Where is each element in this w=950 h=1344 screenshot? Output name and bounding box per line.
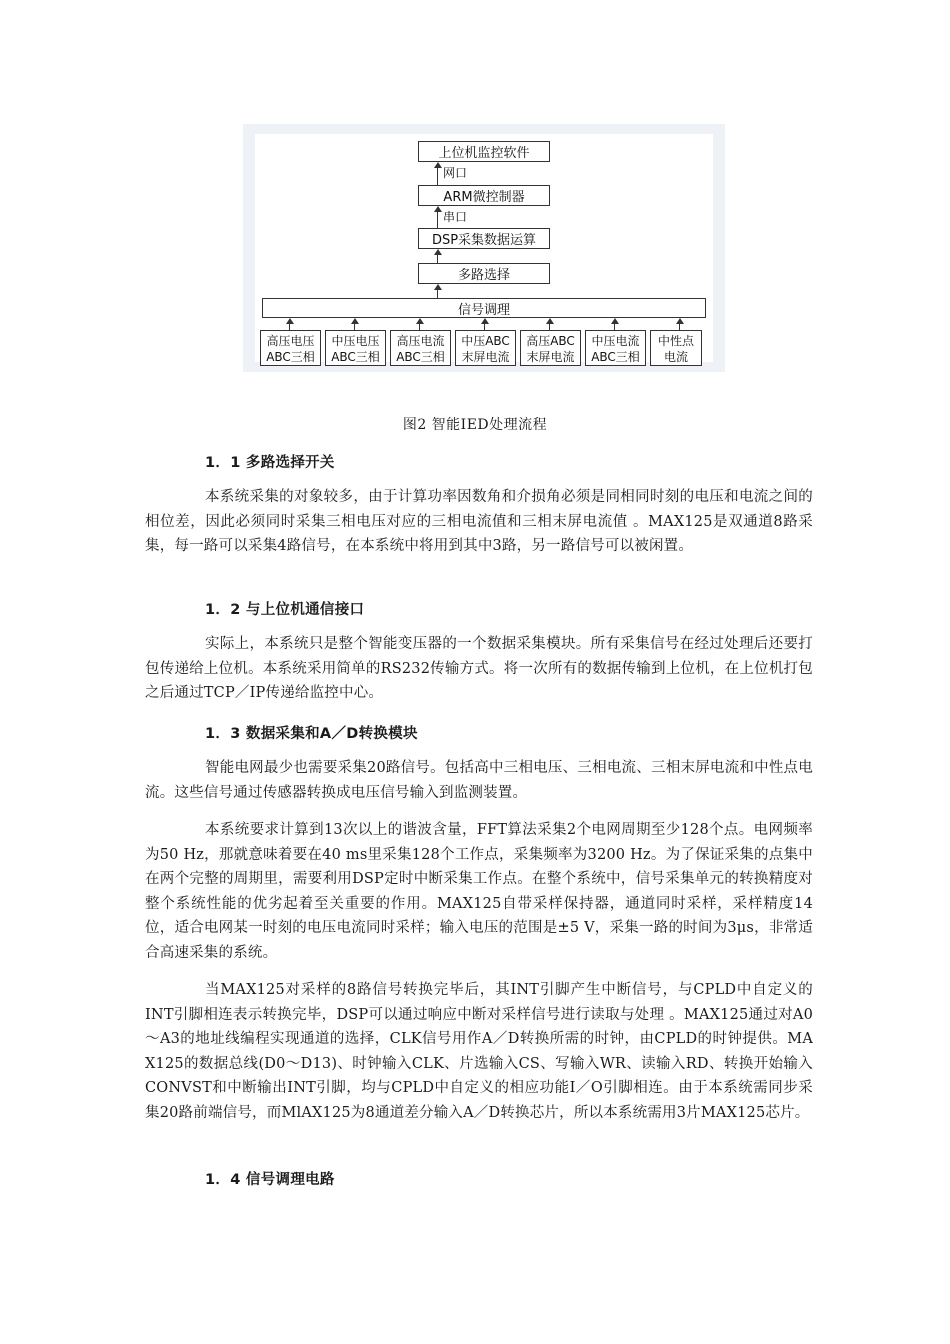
source-box-neutral-current xyxy=(650,330,702,366)
diagram-canvas xyxy=(255,134,713,362)
source-line: 电流 xyxy=(663,350,688,364)
section-heading: 1．4 信号调理电路 xyxy=(205,1172,335,1188)
source-line: 末屏电流 xyxy=(526,350,575,364)
arrow-icon xyxy=(434,284,442,290)
connector-line xyxy=(679,323,680,330)
source-line: 末屏电流 xyxy=(461,350,510,364)
connector-line xyxy=(437,254,438,263)
arrow-icon xyxy=(286,318,294,324)
connector-line xyxy=(437,211,438,228)
source-line: 中压ABC xyxy=(461,334,510,348)
figure-caption: 图2 智能IED处理流程 xyxy=(402,417,548,433)
source-box-mv-screen-current xyxy=(455,330,516,366)
mux-box: 多路选择 xyxy=(418,263,550,284)
arrow-icon xyxy=(434,162,442,168)
source-line: ABC三相 xyxy=(396,350,445,364)
arrow-icon xyxy=(611,318,619,324)
paragraph: 本系统要求计算到13次以上的谐波含量，FFT算法采集2个电网周期至少128个点。电网频率为50 Hz，那就意味着要在40 ms里采集128个工作点，采集频率为3200 Hz。为了保证采集的点集中在两个完整的周期里，需要利用DSP定时中断采集工作点。在整个系统中，信号采集单元的转换精度对整个系统性能的优劣起着至关重要的作用。MAX125自带采样保持器，通道同时采样，采样精度14位，适合电网某一时刻的电压电流同时采样；输入电压的范围是±5 V，采集一路的时间为3μs，非常适合高速采集的系统。 xyxy=(145,822,813,961)
arrow-icon xyxy=(351,318,359,324)
connector-line xyxy=(614,323,615,330)
connector-line xyxy=(549,323,550,330)
arrow-icon xyxy=(481,318,489,324)
connector-line xyxy=(354,323,355,330)
serial-port-label: 串口 xyxy=(443,210,468,224)
upper-pc-box: 上位机监控软件 xyxy=(418,141,550,162)
connector-line xyxy=(437,289,438,298)
source-line: 中压电流 xyxy=(591,334,640,348)
flow-diagram xyxy=(243,124,725,372)
source-box-mv-current xyxy=(585,330,646,366)
arrow-icon xyxy=(416,318,424,324)
source-line: 中性点 xyxy=(657,334,694,348)
paragraph: 当MAX125对采样的8路信号转换完毕后，其INT引脚产生中断信号，与CPLD中自定义的INT引脚相连表示转换完毕，DSP可以通过响应中断对采样信号进行读取与处理 。MAX125通过对A0～A3的地址线编程实现通道的选择，CLK信号用作A／D转换所需的时钟，由CPLD的时钟提供。MA X125的数据总线(D0～D13)、时钟输入CLK、片选输入CS、写输入WR、读输入RD、转换开始输入CONVST和中断输出INT引脚，均与CPLD中自定义的相应功能I／O引脚相连。由于本系统需同步采集20路前端信号，而MlAX125为8通道差分输入A／D转换芯片，所以本系统需用3片MAX125芯片。 xyxy=(145,982,813,1121)
source-line: 高压ABC xyxy=(526,334,575,348)
paragraph: 本系统采集的对象较多，由于计算功率因数角和介损角必须是同相同时刻的电压和电流之间的相位差，因此必须同时采集三相电压对应的三相电流值和三相末屏电流值 。MAX125是双通道8路采集，每一路可以采集4路信号，在本系统中将用到其中3路，另一路信号可以被闲置。 xyxy=(145,489,813,554)
connector-line xyxy=(289,323,290,330)
source-line: 中压电压 xyxy=(331,334,380,348)
arrow-icon xyxy=(676,318,684,324)
net-port-label: 网口 xyxy=(443,166,468,180)
connector-line xyxy=(484,323,485,330)
source-box-hv-current xyxy=(390,330,451,366)
paragraph: 智能电网最少也需要采集20路信号。包括高中三相电压、三相电流、三相末屏电流和中性点电流。这些信号通过传感器转换成电压信号输入到监测装置。 xyxy=(145,760,813,801)
source-line: ABC三相 xyxy=(266,350,315,364)
connector-line xyxy=(437,167,438,185)
arrow-icon xyxy=(434,206,442,212)
source-line: ABC三相 xyxy=(591,350,640,364)
arm-box: ARM微控制器 xyxy=(418,185,550,206)
source-box-hv-screen-current xyxy=(520,330,581,366)
source-box-hv-voltage xyxy=(260,330,321,366)
source-line: 高压电压 xyxy=(266,334,315,348)
source-box-mv-voltage xyxy=(325,330,386,366)
paragraph: 实际上，本系统只是整个智能变压器的一个数据采集模块。所有采集信号在经过处理后还要打包传递给上位机。本系统采用简单的RS232传输方式。将一次所有的数据传输到上位机，在上位机打包之后通过TCP／IP传递给监控中心。 xyxy=(145,636,813,701)
section-heading: 1．1 多路选择开关 xyxy=(205,455,335,471)
signal-conditioning-box: 信号调理 xyxy=(262,298,706,318)
section-heading: 1．2 与上位机通信接口 xyxy=(205,602,365,618)
arrow-icon xyxy=(546,318,554,324)
section-heading: 1．3 数据采集和A／D转换模块 xyxy=(205,726,418,742)
arrow-icon xyxy=(434,249,442,255)
connector-line xyxy=(419,323,420,330)
source-line: ABC三相 xyxy=(331,350,380,364)
dsp-box: DSP采集数据运算 xyxy=(418,228,550,249)
source-line: 高压电流 xyxy=(396,334,445,348)
